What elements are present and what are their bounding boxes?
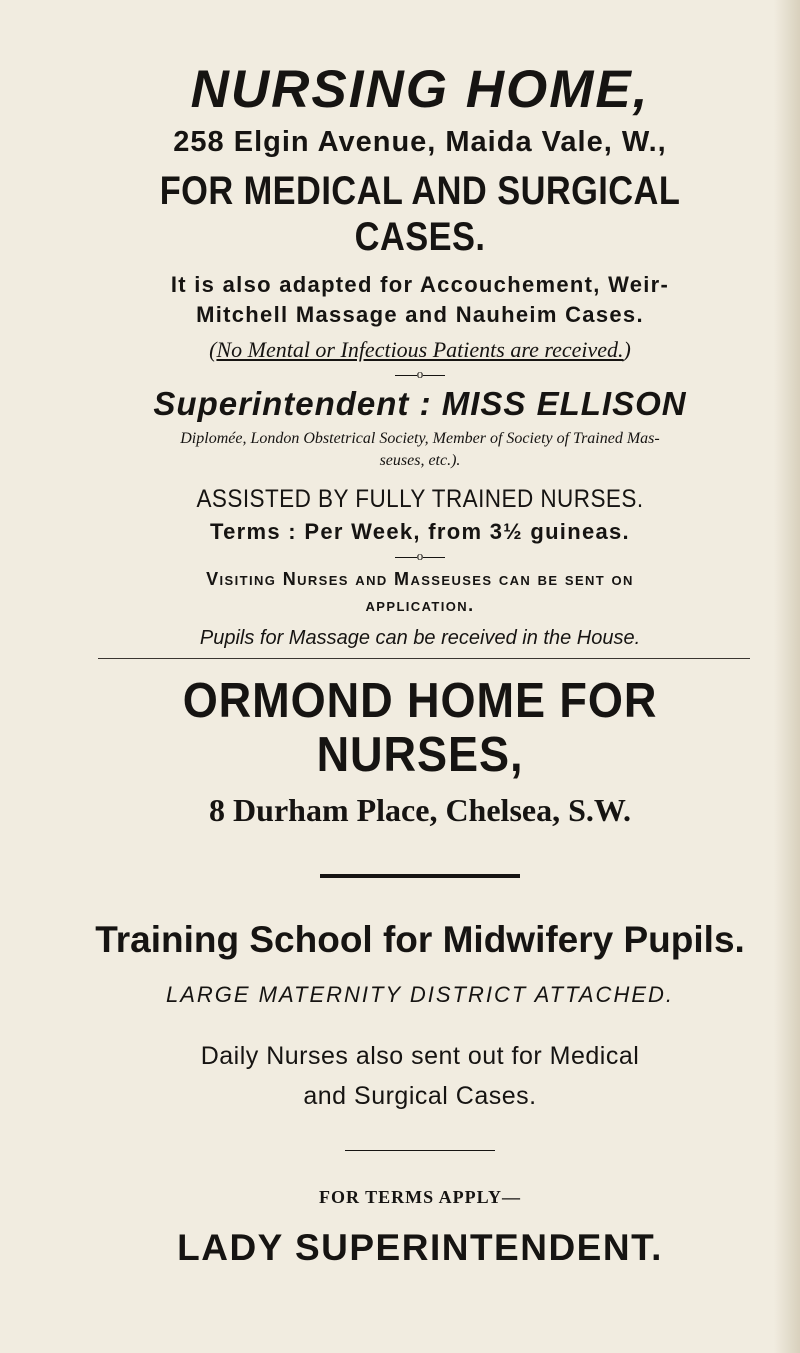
- ornament-dash: [395, 557, 417, 558]
- weekly-terms: Terms : Per Week, from 3½ guineas.: [210, 519, 630, 544]
- daily-line-2: and Surgical Cases.: [303, 1082, 537, 1110]
- exclusion-text: No Mental or Infectious Patients are received.: [216, 337, 624, 362]
- thin-divider-rule: [345, 1150, 495, 1151]
- nursing-home-address: 258 Elgin Avenue, Maida Vale, W.,: [173, 126, 667, 158]
- adapted-line-1: It is also adapted for Accouchement, Weir-: [170, 272, 670, 297]
- ornament-dash: [423, 557, 445, 558]
- advertisement-separator: [98, 658, 750, 659]
- training-school-heading: Training School for Midwifery Pupils.: [95, 919, 745, 960]
- visiting-nurses-notice: [90, 566, 750, 618]
- lady-superintendent: LADY SUPERINTENDENT.: [177, 1227, 663, 1268]
- maternity-district-note: LARGE MATERNITY DISTRICT ATTACHED.: [165, 982, 675, 1007]
- daily-nurses-notice: [90, 1036, 750, 1116]
- ornament-divider-1: [90, 366, 750, 382]
- ornament-dash: [423, 375, 445, 376]
- nursing-home-advertisement: [90, 60, 750, 652]
- heavy-divider-rule: [320, 874, 520, 878]
- nursing-home-purpose: FOR MEDICAL AND SURGICAL CASES.: [159, 169, 681, 259]
- apply-for-terms: FOR TERMS APPLY—: [318, 1187, 522, 1207]
- visiting-line-2: application.: [365, 595, 475, 615]
- adapted-line-2: Mitchell Massage and Nauheim Cases.: [196, 302, 644, 327]
- assisted-by-nurses: ASSISTED BY FULLY TRAINED NURSES.: [196, 485, 644, 513]
- exclusion-close-paren: ): [623, 337, 631, 362]
- ornament-dash: [395, 375, 417, 376]
- ornament-circle: o: [416, 366, 424, 381]
- nursing-home-exclusion-note: [90, 336, 750, 364]
- page-edge-shadow: [774, 0, 800, 1353]
- nursing-home-title: NURSING HOME,: [190, 60, 650, 119]
- credentials-line-1: Diplomée, London Obstetrical Society, Member of Society of Trained Mas-: [180, 430, 660, 447]
- superintendent-credentials: [90, 428, 750, 472]
- ormond-home-advertisement: [90, 674, 750, 1271]
- ormond-home-address: 8 Durham Place, Chelsea, S.W.: [209, 792, 631, 828]
- ormond-home-title: ORMOND HOME FOR NURSES,: [182, 674, 658, 782]
- visiting-line-1: Visiting Nurses and Masseuses can be sent on: [206, 569, 634, 589]
- credentials-line-2: seuses, etc.).: [379, 452, 461, 469]
- superintendent-name: Superintendent : MISS ELLISON: [153, 385, 687, 422]
- ornament-divider-2: [90, 548, 750, 564]
- exclusion-open-paren: (: [209, 337, 217, 362]
- ornament-circle: o: [416, 548, 424, 563]
- massage-pupils-notice: Pupils for Massage can be received in the House.: [199, 627, 641, 649]
- nursing-home-adapted-text: [90, 270, 750, 330]
- daily-line-1: Daily Nurses also sent out for Medical: [200, 1042, 640, 1070]
